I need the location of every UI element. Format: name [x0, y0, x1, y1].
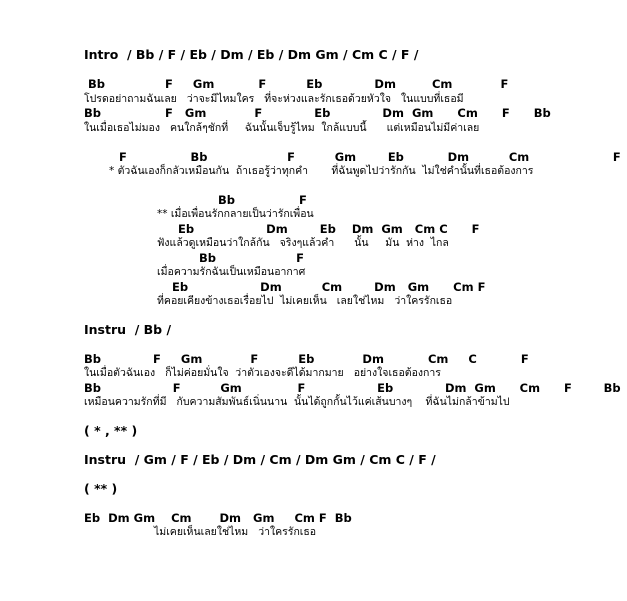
lyric-line: ในเมื่อตัวฉันเอง ก็ไม่ค่อยมั่นใจ ว่าตัวเองจะดีได้มากมาย อย่างใจเธอต้องการ [84, 367, 441, 379]
lyric-line: เมื่อความรักฉันเป็นเหมือนอากาศ [157, 266, 306, 278]
chord-line: F Bb F Gm Eb Dm Cm F [119, 150, 621, 164]
instru-line: Instru / Gm / F / Eb / Dm / Cm / Dm Gm / Cm C / F / [84, 452, 436, 467]
lyric-line: โปรดอย่าถามฉันเลย ว่าจะมีไหมใคร ที่จะห่วงและรักเธอด้วยหัวใจ ในแบบที่เธอมี [84, 93, 464, 105]
lyric-line: เหมือนความรักที่มี กับความสัมพันธ์เนิ่นนาน นั้นได้ถูกกั้นไว้แค่เส้นบางๆ ที่ฉันไม่กล้าข้ามไป [84, 396, 510, 408]
chord-line: Bb F Gm F Eb Dm Cm F [84, 77, 509, 91]
lyric-line: ในเมื่อเธอไม่มอง คนใกล้ๆชักที่ ฉันนั้นเจ็บรู้ไหม ใกล้แบบนี้ แต่เหมือนไม่มีค่าเลย [84, 122, 480, 134]
lyric-line: ไม่เคยเห็นเลยใช่ไหม ว่าใครรักเธอ [154, 526, 317, 538]
chord-line: Bb F [199, 251, 304, 265]
chord-line: Eb Dm Eb Dm Gm Cm C F [178, 222, 480, 236]
chord-line: Bb F Gm F Eb Dm Cm C F [84, 352, 529, 366]
repeat-marker: ( ** ) [84, 481, 118, 496]
chord-line: Bb F Gm F Eb Dm Gm Cm F Bb [84, 381, 621, 395]
chord-line: Eb Dm Cm Dm Gm Cm F [172, 280, 486, 294]
chord-line: Bb F [218, 193, 307, 207]
chord-line: Bb F Gm F Eb Dm Gm Cm F Bb [84, 106, 551, 120]
lyric-line: ที่คอยเคียงข้างเธอเรื่อยไป ไม่เคยเห็น เลยใช่ไหม ว่าใครรักเธอ [157, 295, 453, 307]
instru-line: Instru / Bb / [84, 322, 172, 337]
lyric-line: * ตัวฉันเองก็กลัวเหมือนกัน ถ้าเธอรู้ว่าทุกคำ ที่ฉันพูดไปว่ารักกัน ไม่ใช่คำนั้นที่เธอต้องการ [109, 165, 534, 177]
lyric-line: ** เมื่อเพื่อนรักกลายเป็นว่ารักเพื่อน [157, 208, 314, 220]
lyric-line: ฟังแล้วดูเหมือนว่าใกล้กัน จริงๆแล้วคำ นั้น มัน ห่าง ไกล [157, 237, 449, 249]
chord-line: Eb Dm Gm Cm Dm Gm Cm F Bb [84, 511, 352, 525]
repeat-marker: ( * , ** ) [84, 423, 138, 438]
intro-line: Intro / Bb / F / Eb / Dm / Eb / Dm Gm / Cm C / F / [84, 47, 419, 62]
